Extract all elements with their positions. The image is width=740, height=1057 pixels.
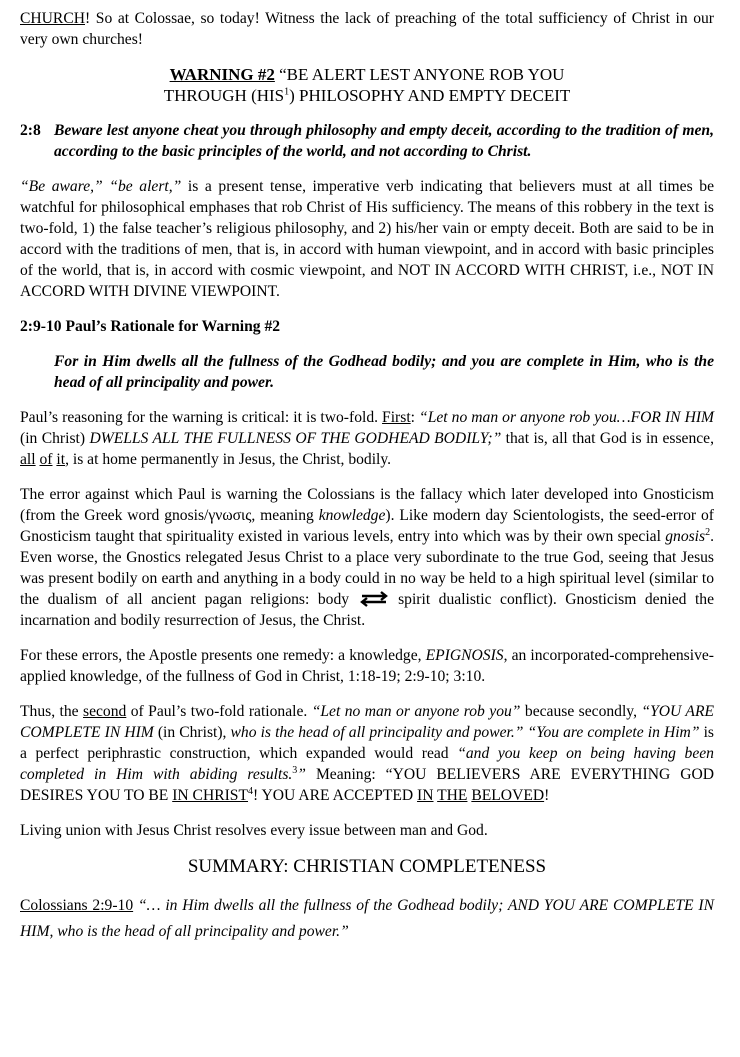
intro-paragraph: CHURCH! So at Colossae, so today! Witness the lack of preaching of the total sufficiency of Christ in our very own churches! [20,10,714,48]
second-paragraph: Thus, the second of Paul’s two-fold rationale. “Let no man or anyone rob you” because secondly, “YOU ARE COMPLETE IN HIM (in Christ), who is the head of all principality and power.” “You are complete in Him” is a perfect periphrastic construction, which expanded would read “and you keep on being having been completed in Him with abiding results.$^3$” Meaning: “YOU BELIEVERS ARE EVERYTHING GOD DESIRES YOU TO BE IN CHRIST$^4$! YOU ARE ACCEPTED IN THE BELOVED! [20,703,715,804]
colossians-quote: Colossians 2:9-10 “… in Him dwells all the fullness of the Godhead bodily; AND YOU ARE COMPLETE IN HIM, who is the head of all principality and power.” [20,897,714,940]
colossians-ref: Colossians 2:9-10 [20,897,134,914]
church-word: CHURCH [20,10,85,27]
footnote-3: 3 [292,764,298,776]
verse-2-9-10: For in Him dwells all the fullness of the Godhead bodily; and you are complete in Him, who is the head of all principality and power. [54,353,714,391]
warning-heading: WARNING #2 “BE ALERT LEST ANYONE ROB YOU THROUGH (HIS$^1$) PHILOSOPHY AND EMPTY DECEIT [163,65,571,105]
document-page [20,8,714,945]
verse-ref: 2:8 [20,122,41,139]
error-paragraph: The error against which Paul is warning the Colossians is the fallacy which later developed into Gnosticism (from the Greek word gnosis/γνωσις, meaning knowledge). Like modern day Scientologists, the seed-error of Gnosticism taught that spirituality existed in various levels, entry into which was by their own special gnosis$^2$. Even worse, the Gnostics relegated Jesus Christ to a place very subordinate to the true God, seeing that Jesus was present bodily on earth and anything in a body could in no way be held to a high spiritual level (similar to the dualism of all ancient pagan religions: body spirit dualistic conflict). Gnosticism denied the incarnation and bodily resurrection of Jesus, the Christ. [20,486,715,629]
living-union-paragraph: Living union with Jesus Christ resolves every issue between man and God. [20,822,488,839]
section-heading-2-9-10: 2:9-10 Paul’s Rationale for Warning #2 [20,318,281,335]
verse-text: Beware lest anyone cheat you through philosophy and empty deceit, according to the tradition of men, according to the basic principles of the world, and not according to Christ. [54,122,714,160]
warning-label: WARNING #2 [169,65,275,84]
footnote-1: 1 [284,86,290,98]
summary-heading: SUMMARY: CHRISTIAN COMPLETENESS [187,856,547,877]
double-arrow-icon [358,591,390,607]
verse-2-8 [20,120,714,162]
aware-paragraph: “Be aware,” “be alert,” is a present tense, imperative verb indicating that believers must at all times be watchful for philosophical emphases that rob Christ of His sufficiency. The means of this robbery in the text is two-fold, 1) the false teacher’s religious philosophy, and 2) his/her vain or empty deceit. Both are said to be in accord with the traditions of men, that is, in accord with human viewpoint, and in accord with basic principles of the world, that is, in accord with cosmic viewpoint, and NOT IN ACCORD WITH CHRIST, i.e., NOT IN ACCORD WITH DIVINE VIEWPOINT. [20,178,714,300]
remedy-paragraph: For these errors, the Apostle presents one remedy: a knowledge, EPIGNOSIS, an incorporated-comprehensive-applied knowledge, of the fullness of God in Christ, 1:18-19; 2:9-10; 3:10. [20,647,714,685]
reasoning-paragraph: Paul’s reasoning for the warning is critical: it is two-fold. First: “Let no man or anyone rob you…FOR IN HIM (in Christ) DWELLS ALL THE FULLNESS OF THE GODHEAD BODILY;” that is, all that God is in essence, all of it, is at home permanently in Jesus, the Christ, bodily. [20,409,715,468]
footnote-4: 4 [248,785,254,797]
footnote-2: 2 [705,526,711,538]
